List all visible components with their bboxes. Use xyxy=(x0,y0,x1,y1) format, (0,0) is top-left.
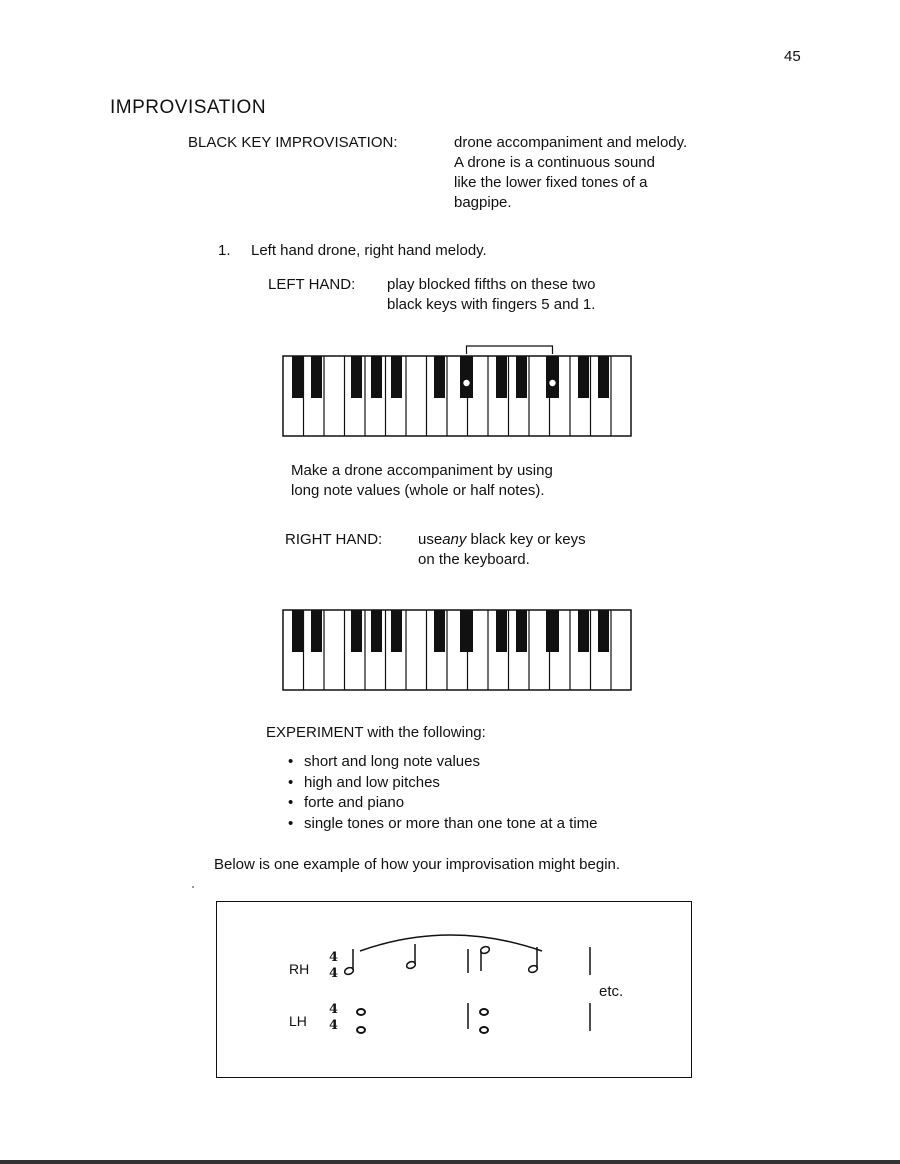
rh-half-note xyxy=(480,945,491,971)
right-hand-desc-line-2: on the keyboard. xyxy=(418,551,530,568)
list-item: • high and low pitches xyxy=(288,773,598,794)
time-signature-lh xyxy=(329,1002,338,1033)
black-key-desc-line: like the lower fixed tones of a xyxy=(454,174,648,191)
list-item: • forte and piano xyxy=(288,793,598,814)
page-bottom-edge xyxy=(0,1160,900,1164)
rhythm-notation xyxy=(320,925,610,1040)
svg-text:4: 4 xyxy=(329,950,339,965)
etc-label: etc. xyxy=(599,983,624,1000)
lh-label: LH xyxy=(289,1013,307,1029)
black-key-desc-line: bagpipe. xyxy=(454,194,512,211)
step-text: Left hand drone, right hand melody. xyxy=(251,242,487,259)
left-hand-desc-line: play blocked fifths on these two xyxy=(387,276,596,293)
step-number: 1. xyxy=(218,242,231,259)
right-hand-desc-line-1: useany black key or keys xyxy=(418,531,586,548)
keyboard-diagram-drone xyxy=(278,340,638,440)
right-hand-label: RIGHT HAND: xyxy=(285,531,383,548)
lh-whole-notes xyxy=(357,1009,365,1033)
rh-half-note xyxy=(528,947,539,974)
black-key-desc-line: drone accompaniment and melody. xyxy=(454,134,688,151)
left-hand-description xyxy=(387,275,595,315)
time-signature-rh xyxy=(329,950,338,981)
rh-half-note xyxy=(344,949,355,976)
drone-instruction-line: Make a drone accompaniment by using xyxy=(291,462,553,479)
black-key-label: BLACK KEY IMPROVISATION: xyxy=(188,134,398,151)
svg-text:4: 4 xyxy=(329,1018,339,1033)
list-item: • short and long note values xyxy=(288,752,598,773)
black-key-description xyxy=(454,133,720,213)
svg-text:4: 4 xyxy=(329,966,339,981)
black-key-desc-line: A drone is a continuous sound xyxy=(454,154,655,171)
right-hand-description xyxy=(418,530,586,570)
emphasis-any: any xyxy=(442,531,467,548)
list-item: • single tones or more than one tone at a time xyxy=(288,814,598,835)
rh-half-note xyxy=(406,944,417,970)
experiment-heading: EXPERIMENT with the following: xyxy=(266,724,486,741)
keyboard-diagram-melody xyxy=(278,606,638,694)
margin-speck xyxy=(192,886,194,888)
left-hand-label: LEFT HAND: xyxy=(268,276,356,293)
slur-icon xyxy=(360,935,542,951)
experiment-list xyxy=(288,752,598,834)
svg-text:4: 4 xyxy=(329,1002,339,1017)
drone-instruction xyxy=(291,461,619,501)
left-hand-desc-line: black keys with fingers 5 and 1. xyxy=(387,296,596,313)
lh-whole-notes xyxy=(480,1009,488,1033)
rh-label: RH xyxy=(289,961,310,977)
page-number: 45 xyxy=(784,48,801,65)
drone-instruction-line: long note values (whole or half notes). xyxy=(291,482,545,499)
example-intro: Below is one example of how your improvisation might begin. xyxy=(214,856,621,873)
section-title: IMPROVISATION xyxy=(110,97,267,118)
